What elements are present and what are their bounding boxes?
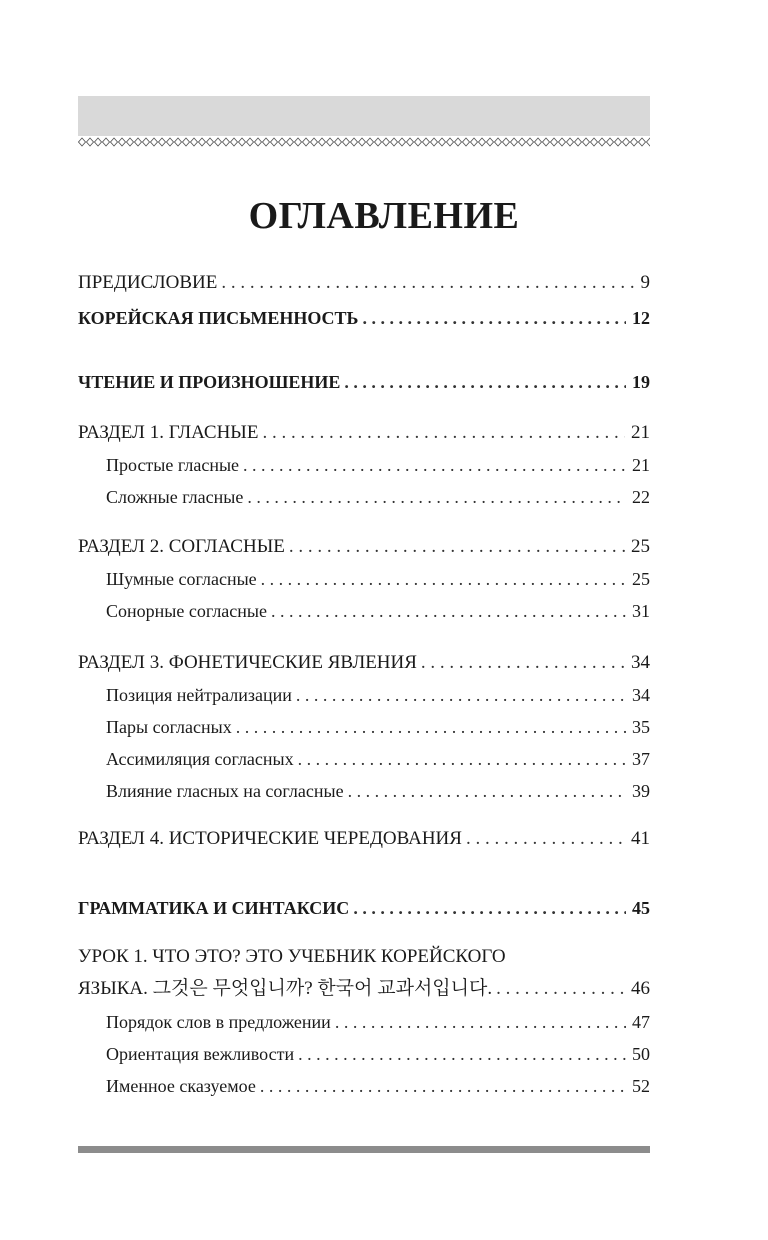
dot-leader	[296, 680, 626, 710]
dot-leader	[335, 1007, 626, 1037]
toc-entry-lesson-1[interactable]	[78, 974, 650, 1004]
toc-entry-section-1[interactable]	[78, 418, 650, 448]
toc-entry-label: КОРЕЙСКАЯ ПИСЬМЕННОСТЬ	[78, 308, 359, 328]
dot-leader	[421, 648, 625, 678]
toc-subentry-page: 50	[632, 1044, 650, 1064]
toc-subentry-page: 25	[632, 569, 650, 589]
dot-leader	[353, 893, 626, 923]
toc-subentry[interactable]	[106, 712, 650, 742]
dot-leader	[236, 712, 626, 742]
dot-leader	[496, 974, 625, 1004]
toc-subentry[interactable]	[106, 596, 650, 626]
toc-entry-page: 12	[632, 308, 650, 328]
toc-subentry[interactable]	[106, 1071, 650, 1101]
dot-leader	[243, 450, 626, 480]
toc-entry-page: 34	[631, 652, 650, 673]
toc-subentry-page: 47	[632, 1012, 650, 1032]
dot-leader	[298, 1039, 626, 1069]
toc-entry-reading[interactable]	[78, 367, 650, 397]
diamond-border-ornament	[78, 136, 650, 148]
toc-entry-page: 25	[631, 536, 650, 557]
toc-subentry-label: Влияние гласных на согласные	[106, 781, 344, 801]
toc-subentry[interactable]	[106, 450, 650, 480]
toc-entry-page: 46	[631, 978, 650, 999]
dot-leader	[262, 418, 625, 448]
toc-entry-page: 21	[631, 422, 650, 443]
toc-entry-label: ЯЗЫКА. 그것은 무엇입니까? 한국어 교과서입니다.	[78, 978, 493, 999]
dot-leader	[221, 268, 634, 298]
header-band	[78, 96, 650, 148]
toc-entry-label: РАЗДЕЛ 2. СОГЛАСНЫЕ	[78, 536, 285, 557]
toc-entry-section-3[interactable]	[78, 648, 650, 678]
toc-entry-label: ЧТЕНИЕ И ПРОИЗНОШЕНИЕ	[78, 372, 341, 392]
toc-subentry[interactable]	[106, 1007, 650, 1037]
toc-entry-writing[interactable]	[78, 303, 650, 333]
toc-subentry-label: Сложные гласные	[106, 487, 244, 507]
toc-subentry-page: 52	[632, 1076, 650, 1096]
toc-subentry-page: 21	[632, 455, 650, 475]
dot-leader	[348, 776, 626, 806]
toc-entry-lesson-1-line-1[interactable]: УРОК 1. ЧТО ЭТО? ЭТО УЧЕБНИК КОРЕЙСКОГО	[78, 946, 506, 967]
toc-subentry-page: 35	[632, 717, 650, 737]
dot-leader	[298, 744, 626, 774]
toc-subentry[interactable]	[106, 744, 650, 774]
toc-entry-preface[interactable]	[78, 268, 650, 298]
toc-entry-section-4[interactable]	[78, 824, 650, 854]
toc-subentry-label: Ориентация вежливости	[106, 1044, 295, 1064]
toc-entry-label: РАЗДЕЛ 3. ФОНЕТИЧЕСКИЕ ЯВЛЕНИЯ	[78, 652, 417, 673]
toc-subentry-page: 22	[632, 487, 650, 507]
dot-leader	[466, 824, 625, 854]
toc-subentry-label: Позиция нейтрализации	[106, 685, 292, 705]
toc-subentry-label: Сонорные согласные	[106, 601, 267, 621]
toc-subentry-label: Пары согласных	[106, 717, 232, 737]
toc-subentry-label: Ассимиляция согласных	[106, 749, 294, 769]
toc-entry-page: 45	[632, 898, 650, 918]
dot-leader	[344, 367, 626, 397]
dot-leader	[362, 303, 626, 333]
toc-entry-label: ГРАММАТИКА И СИНТАКСИС	[78, 898, 350, 918]
toc-subentry[interactable]	[106, 1039, 650, 1069]
toc-subentry-page: 34	[632, 685, 650, 705]
toc-entry-label: РАЗДЕЛ 4. ИСТОРИЧЕСКИЕ ЧЕРЕДОВАНИЯ	[78, 828, 462, 849]
page-title: ОГЛАВЛЕНИЕ	[248, 195, 520, 237]
toc-subentry[interactable]	[106, 776, 650, 806]
toc-subentry-label: Именное сказуемое	[106, 1076, 256, 1096]
toc-entry-label: РАЗДЕЛ 1. ГЛАСНЫЕ	[78, 422, 259, 443]
footer-rule	[78, 1146, 650, 1153]
toc-subentry-label: Простые гласные	[106, 455, 240, 475]
toc-entry-page: 41	[631, 828, 650, 849]
dot-leader	[247, 482, 626, 512]
toc-entry-label: ПРЕДИСЛОВИЕ	[78, 272, 218, 293]
toc-entry-page: 9	[640, 272, 650, 293]
dot-leader	[289, 532, 625, 562]
toc-entry-section-2[interactable]	[78, 532, 650, 562]
dot-leader	[260, 1071, 626, 1101]
header-ornament	[78, 136, 650, 148]
toc-subentry[interactable]	[106, 564, 650, 594]
toc-subentry-label: Порядок слов в предложении	[106, 1012, 331, 1032]
toc-entry-page: 19	[632, 372, 650, 392]
toc-subentry-label: Шумные согласные	[106, 569, 257, 589]
toc-subentry-page: 39	[632, 781, 650, 801]
toc-entry-grammar[interactable]	[78, 893, 650, 923]
toc-subentry[interactable]	[106, 482, 650, 512]
toc-subentry-page: 37	[632, 749, 650, 769]
toc-subentry-page: 31	[632, 601, 650, 621]
dot-leader	[261, 564, 626, 594]
dot-leader	[271, 596, 626, 626]
toc-subentry[interactable]	[106, 680, 650, 710]
